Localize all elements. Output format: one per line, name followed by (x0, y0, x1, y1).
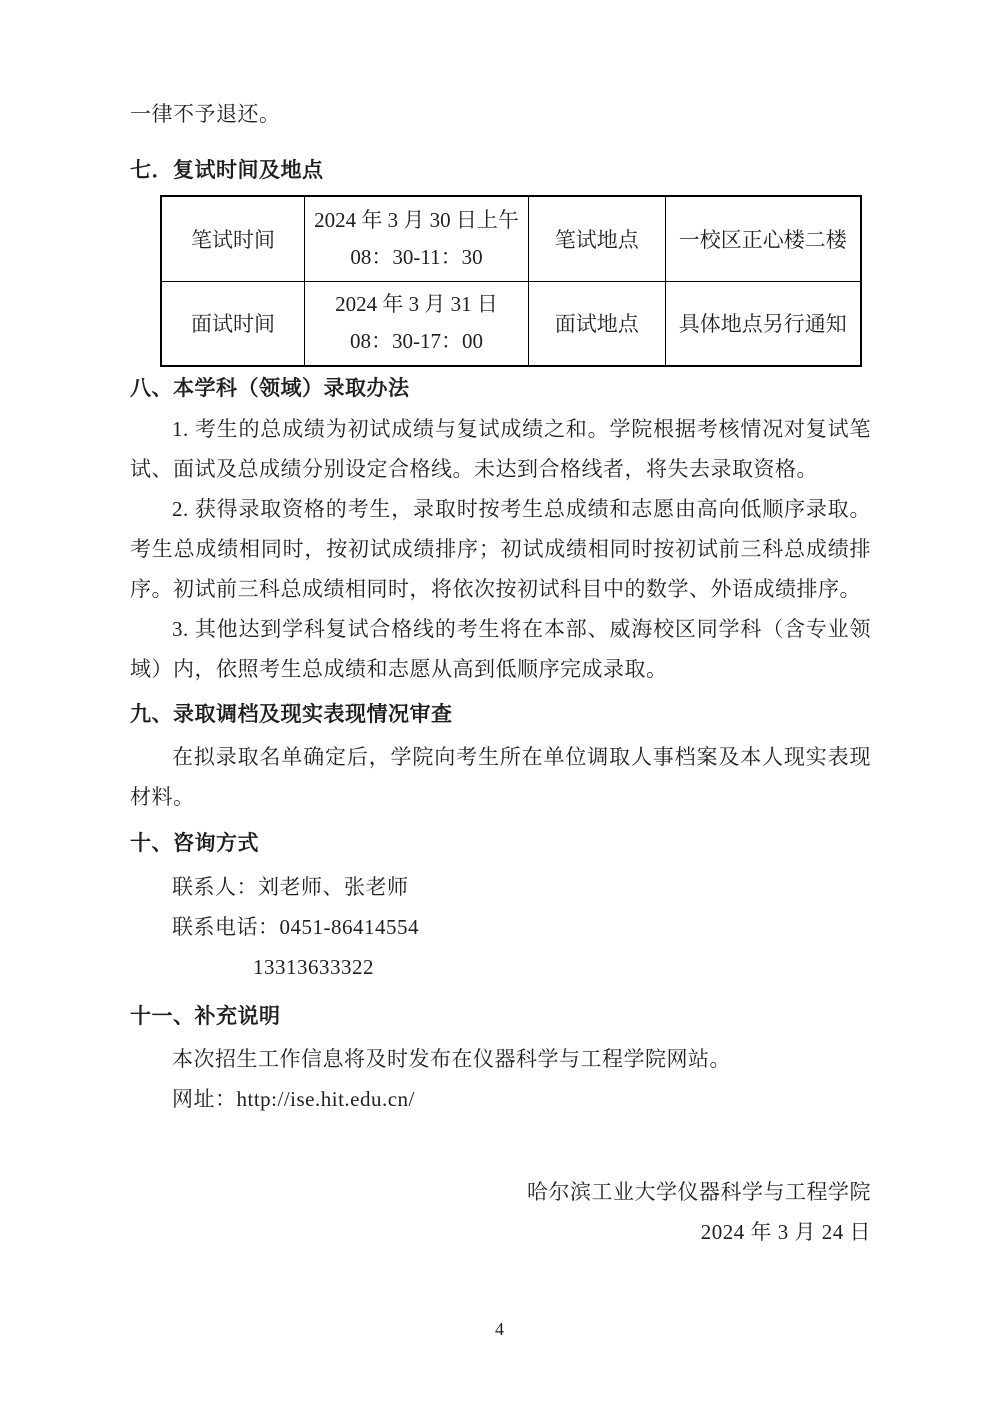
interview-time-value (305, 281, 529, 366)
contact-person: 联系人：刘老师、张老师 (172, 875, 409, 899)
table-row-written-test (161, 196, 861, 281)
admission-rule-2: 2. 获得录取资格的考生，录取时按考生总成绩和志愿由高向低顺序录取。考生总成绩相同时，按初试成绩排序；初试成绩相同时按初试前三科总成绩排序。初试前三科总成绩相同时，将依次按初试科目中的数学、外语成绩排序。 (130, 497, 871, 601)
interview-date: 2024 年 3 月 31 日 (335, 292, 498, 317)
contact-phone: 联系电话：0451-86414554 (172, 915, 419, 939)
section-8-heading: 八、本学科（领域）录取办法 (130, 376, 410, 400)
section-9-paragraph: 在拟录取名单确定后，学院向考生所在单位调取人事档案及本人现实表现材料。 (130, 745, 871, 809)
page-number: 4 (495, 1319, 504, 1339)
signature-block (130, 1172, 871, 1252)
written-test-date: 2024 年 3 月 30 日上午 (314, 207, 519, 232)
section-8-body (130, 409, 871, 689)
section-11-body (130, 1039, 871, 1119)
written-test-time-value (305, 196, 529, 281)
admission-rule-3: 3. 其他达到学科复试合格线的考生将在本部、威海校区同学科（含专业领域）内，依照考生总成绩和志愿从高到低顺序完成录取。 (130, 617, 871, 681)
contact-phone-secondary: 13313633322 (253, 955, 374, 979)
admission-rule-1: 1. 考生的总成绩为初试成绩与复试成绩之和。学院根据考核情况对复试笔试、面试及总成绩分别设定合格线。未达到合格线者，将失去录取资格。 (130, 417, 871, 481)
interview-time-label: 面试时间 (161, 281, 305, 366)
written-test-place-value: 一校区正心楼二楼 (665, 196, 861, 281)
contact-info (130, 867, 871, 987)
written-test-time-label: 笔试时间 (161, 196, 305, 281)
written-test-place-label: 笔试地点 (529, 196, 666, 281)
section-7-heading: 七．复试时间及地点 (130, 158, 324, 182)
lead-text: 一律不予退还。 (130, 102, 281, 126)
written-test-hours: 08：30-11：30 (350, 244, 483, 269)
signature-organization: 哈尔滨工业大学仪器科学与工程学院 (527, 1180, 871, 1204)
signature-date: 2024 年 3 月 24 日 (700, 1220, 871, 1244)
section-9-heading: 九、录取调档及现实表现情况审查 (130, 702, 453, 726)
section-11-heading: 十一、补充说明 (130, 1004, 281, 1028)
section-10-heading: 十、咨询方式 (130, 831, 259, 855)
table-row-interview (161, 281, 861, 366)
interview-place-label: 面试地点 (529, 281, 666, 366)
website-line: 网址：http://ise.hit.edu.cn/ (172, 1087, 415, 1111)
supplement-note: 本次招生工作信息将及时发布在仪器科学与工程学院网站。 (172, 1047, 731, 1071)
interview-hours: 08：30-17：00 (350, 329, 483, 354)
exam-schedule-table (160, 195, 862, 367)
interview-place-value: 具体地点另行通知 (665, 281, 861, 366)
